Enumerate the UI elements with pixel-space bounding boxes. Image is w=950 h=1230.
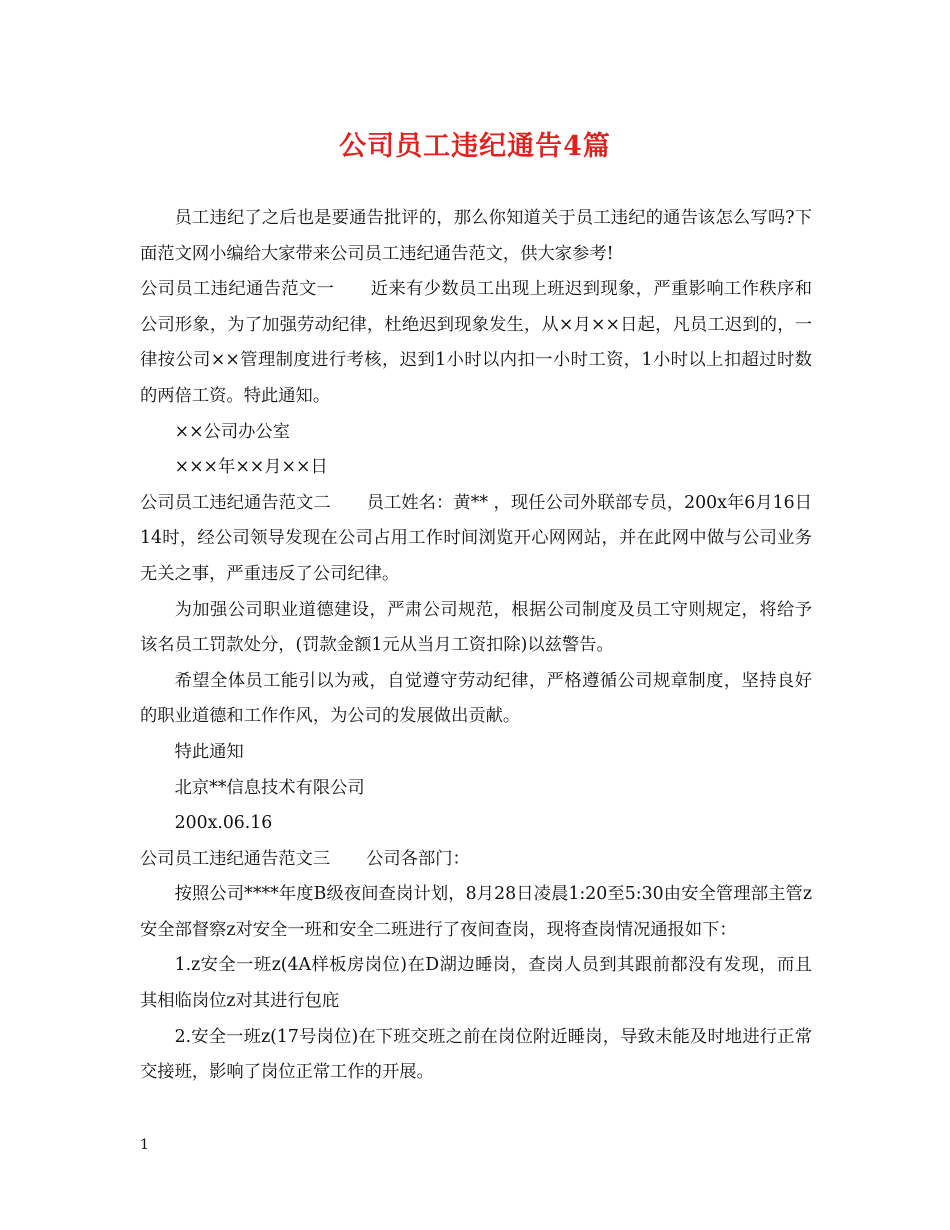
section2-company: 北京**信息技术有限公司 xyxy=(174,777,365,798)
section2-text: 员工姓名：黄** ，现任公司外联部专员，200x年6月16日14时，经公司领导发现在公司占用工作时间浏览开心网网站，并在此网中做与公司业务无关之事，严重违反了公司纪律。 xyxy=(140,492,812,584)
section2-date: 200x.06.16 xyxy=(174,813,273,834)
section3-item2: 2.安全一班z(17号岗位)在下班交班之前在岗位附近睡岗，导致未能及时地进行正常交接班，影响了岗位正常工作的开展。 xyxy=(140,1026,812,1083)
section3-text: 公司各部门： xyxy=(366,848,470,869)
document-body xyxy=(140,201,812,1091)
section3-item1: 1.z安全一班z(4A样板房岗位)在D湖边睡岗，查岗人员到其跟前都没有发现，而且其相临岗位z对其进行包庇 xyxy=(140,955,812,1012)
section1-heading: 公司员工违纪通告范文一 xyxy=(140,279,335,300)
section1-paragraph xyxy=(140,272,812,414)
intro-paragraph: 员工违纪了之后也是要通告批评的，那么你知道关于员工违纪的通告该怎么写吗?下面范文网小编给大家带来公司员工违纪通告范文，供大家参考! xyxy=(140,208,812,264)
section1-signer: ××公司办公室 xyxy=(174,421,290,442)
section2-notice: 特此通知 xyxy=(174,741,244,762)
section2-heading: 公司员工违纪通告范文二 xyxy=(140,492,331,513)
section2-paragraph xyxy=(140,486,812,593)
section2-para2: 为加强公司职业道德建设，严肃公司规范，根据公司制度及员工守则规定，将给予该名员工罚款处分，(罚款金额1元从当月工资扣除)以兹警告。 xyxy=(140,599,812,656)
section3-paragraph xyxy=(140,842,812,878)
section1-date: ×××年××月××日 xyxy=(174,457,328,478)
page-number: 1 xyxy=(140,1137,149,1153)
section3-heading: 公司员工违纪通告范文三 xyxy=(140,848,331,869)
section1-text: 近来有少数员工出现上班迟到现象，严重影响工作秩序和公司形象，为了加强劳动纪律，杜绝迟到现象发生，从×月××日起，凡员工迟到的，一律按公司××管理制度进行考核，迟到1小时以内扣一小时工资，1小时以上扣超过时数的两倍工资。特此通知。 xyxy=(140,279,812,406)
section2-para3: 希望全体员工能引以为戒，自觉遵守劳动纪律，严格遵循公司规章制度，坚持良好的职业道德和工作作风，为公司的发展做出贡献。 xyxy=(140,670,812,727)
section3-para2: 按照公司****年度B级夜间查岗计划，8月28日凌晨1:20至5:30由安全管理部主管z安全部督察z对安全一班和安全二班进行了夜间查岗，现将查岗情况通报如下： xyxy=(140,884,812,940)
document-title: 公司员工违纪通告4篇 xyxy=(339,131,611,162)
